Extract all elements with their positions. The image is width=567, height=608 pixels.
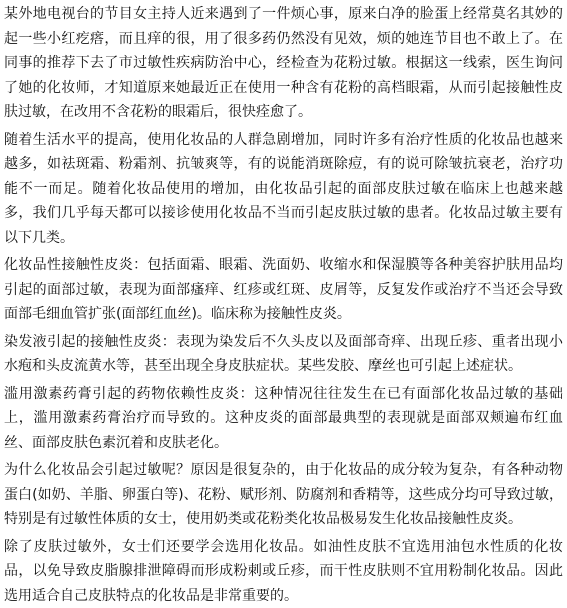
paragraph-cosmetics-allergy-overview: 随着生活水平的提高，使用化妆品的人群急剧增加，同时许多有治疗性质的化妆品也越来越多，如祛斑霜、粉霜剂、抗皱爽等，有的说能消斑除痘，有的说可除皱抗衰老，治疗功能不一而足。随着化妆品使用的增加，由化妆品引起的面部皮肤过敏在临床上也越来越多，我们几乎每天都可以接诊使用化妆品不当而引起皮肤过敏的患者。化妆品过敏主要有以下几类。	[4, 128, 563, 251]
paragraph-allergy-causes: 为什么化妆品会引起过敏呢？原因是很复杂的，由于化妆品的成分较为复杂，有各种动物蛋白(如奶、羊脂、卵蛋白等)、花粉、赋形剂、防腐剂和香精等，这些成分均可导致过敏，特别是有过敏性体质的女士，使用奶类或花粉类化妆品极易发生化妆品接触性皮炎。	[4, 458, 563, 532]
paragraph-steroid-dependence: 滥用激素药膏引起的药物依赖性皮炎：这种情况往往发生在已有面部化妆品过敏的基础上，滥用激素药膏治疗而导致的。这种皮炎的面部最典型的表现就是面部双颊遍布红血丝、面部皮肤色素沉着和皮肤老化。	[4, 382, 563, 456]
paragraph-choosing-cosmetics: 除了皮肤过敏外，女士们还要学会选用化妆品。如油性皮肤不宜选用油包水性质的化妆品，以免导致皮脂腺排泄障碍而形成粉刺或丘疹，而干性皮肤则不宜用粉制化妆品。因此选用适合自己皮肤特点的化妆品是非常重要的。	[4, 535, 563, 608]
paragraph-contact-dermatitis: 化妆品性接触性皮炎：包括面霜、眼霜、洗面奶、收缩水和保湿膜等各种美容护肤用品均引起的面部过敏，表现为面部瘙痒、红疹或红斑、皮屑等，反复发作或治疗不当还会导致面部毛细血管扩张(面部红血丝)。临床称为接触性皮炎。	[4, 253, 563, 327]
paragraph-anecdote: 某外地电视台的节目女主持人近来遇到了一件烦心事，原来白净的脸蛋上经常莫名其妙的起一些小红疙瘩，而且痒的很，用了很多药仍然没有见效，烦的她连节目也不敢上了。在同事的推荐下去了市过敏性疾病防治中心，经检查为花粉过敏。根据这一线索，医生询问了她的化妆师，才知道原来她最近正在使用一种含有花粉的高档眼霜，从而引起接触性皮肤过敏，在改用不含花粉的眼霜后，很快痊愈了。	[4, 2, 563, 125]
paragraph-hair-dye-dermatitis: 染发液引起的接触性皮炎：表现为染发后不久头皮以及面部奇痒、出现丘疹、重者出现小水疱和头皮流黄水等，甚至出现全身皮肤症状。某些发胶、摩丝也可引起上述症状。	[4, 330, 563, 379]
